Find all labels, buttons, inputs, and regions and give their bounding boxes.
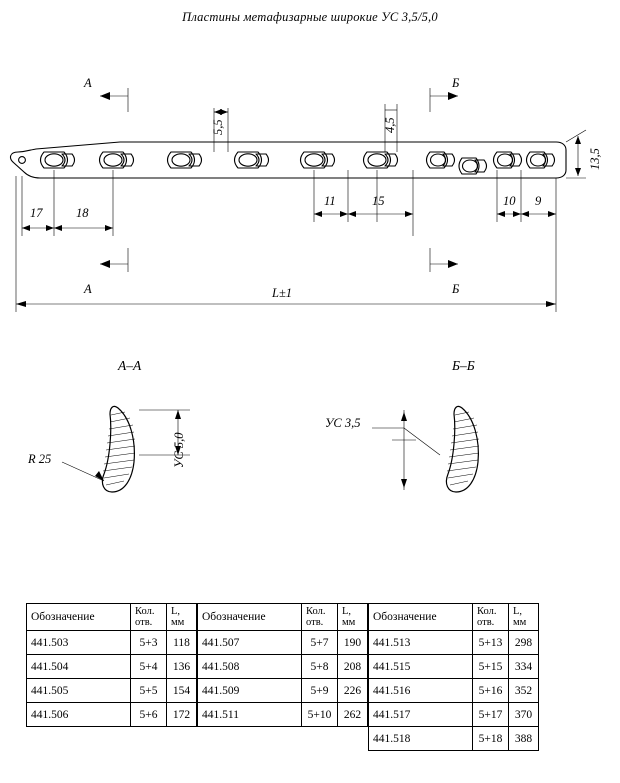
table-row: [369, 727, 539, 751]
col-holes: [131, 604, 167, 631]
cell-holes: 5+8: [302, 655, 338, 679]
cell-designation: 441.505: [27, 679, 131, 703]
col-holes-line2: отв.: [135, 617, 153, 629]
col-length-line1: L,: [342, 606, 352, 617]
dim-13-5: 13,5: [588, 148, 602, 170]
cell-designation: 441.511: [198, 703, 302, 727]
cell-holes: 5+10: [302, 703, 338, 727]
page-title: Пластины метафизарные широкие УС 3,5/5,0: [182, 10, 438, 24]
col-holes-line1: Кол.: [306, 606, 326, 617]
cell-length: 298: [509, 631, 539, 655]
col-designation: Обозначение: [27, 604, 131, 631]
section-mark-a-bottom: А: [84, 282, 92, 296]
table-row: [369, 679, 539, 703]
cell-designation: 441.513: [369, 631, 473, 655]
dim-15: 15: [372, 194, 385, 208]
cell-length: 172: [167, 703, 197, 727]
cell-length: 118: [167, 631, 197, 655]
cell-length: 334: [509, 655, 539, 679]
cell-length: 190: [338, 631, 368, 655]
cell-holes: 5+16: [473, 679, 509, 703]
table-row: [27, 703, 197, 727]
table-header-row: [369, 604, 539, 631]
section-b-b: [372, 406, 479, 492]
cell-holes: 5+4: [131, 655, 167, 679]
us-50-label: УС 5,0: [172, 432, 186, 468]
table-row: [198, 679, 368, 703]
cell-length: 388: [509, 727, 539, 751]
dim-17: 17: [30, 206, 43, 220]
spec-tables: [26, 603, 539, 751]
dim-10: 10: [503, 194, 516, 208]
cell-holes: 5+9: [302, 679, 338, 703]
dim-18: 18: [76, 206, 89, 220]
table-row: [198, 631, 368, 655]
view-label-a-a: А–А: [118, 358, 142, 373]
cell-holes: 5+3: [131, 631, 167, 655]
col-holes-line1: Кол.: [477, 606, 497, 617]
us-35-label: УС 3,5: [325, 416, 361, 430]
dim-9: 9: [535, 194, 542, 208]
table-header-row: [27, 604, 197, 631]
dim-11: 11: [324, 194, 336, 208]
table-row: [369, 655, 539, 679]
dim-5-5: 5,5: [211, 119, 225, 135]
cell-length: 370: [509, 703, 539, 727]
cell-designation: 441.516: [369, 679, 473, 703]
cell-holes: 5+5: [131, 679, 167, 703]
col-length-line1: L,: [513, 606, 523, 617]
cell-holes: 5+17: [473, 703, 509, 727]
cell-designation: 441.508: [198, 655, 302, 679]
cell-length: 154: [167, 679, 197, 703]
col-holes-line2: отв.: [477, 617, 495, 629]
col-length: [338, 604, 368, 631]
col-holes-line1: Кол.: [135, 606, 155, 617]
cell-designation: 441.509: [198, 679, 302, 703]
cell-designation: 441.506: [27, 703, 131, 727]
table-row: [27, 679, 197, 703]
view-label-b-b: Б–Б: [452, 358, 475, 373]
radius-label: R 25: [28, 452, 52, 466]
col-length-line1: L,: [171, 606, 181, 617]
col-length-line2: мм: [342, 617, 356, 629]
cell-length: 352: [509, 679, 539, 703]
cell-designation: 441.518: [369, 727, 473, 751]
dim-4-5: 4,5: [383, 117, 397, 133]
cell-holes: 5+15: [473, 655, 509, 679]
cell-designation: 441.517: [369, 703, 473, 727]
col-holes: [473, 604, 509, 631]
col-length: [509, 604, 539, 631]
dim-overall-length: L±1: [272, 286, 293, 300]
table-row: [369, 703, 539, 727]
cell-length: 226: [338, 679, 368, 703]
table-row: [198, 655, 368, 679]
section-mark-a-top: А: [84, 76, 92, 90]
cell-holes: 5+6: [131, 703, 167, 727]
table-row: [27, 631, 197, 655]
table-row: [198, 703, 368, 727]
cell-length: 262: [338, 703, 368, 727]
col-holes: [302, 604, 338, 631]
cell-designation: 441.504: [27, 655, 131, 679]
col-designation: Обозначение: [198, 604, 302, 631]
col-holes-line2: отв.: [306, 617, 324, 629]
cell-holes: 5+7: [302, 631, 338, 655]
cell-holes: 5+18: [473, 727, 509, 751]
section-a-a: [62, 406, 190, 492]
cell-length: 208: [338, 655, 368, 679]
table-row: [27, 655, 197, 679]
cell-holes: 5+13: [473, 631, 509, 655]
col-length-line2: мм: [513, 617, 527, 629]
spec-table-2: [197, 603, 368, 727]
cell-length: 136: [167, 655, 197, 679]
table-row: [369, 631, 539, 655]
cell-designation: 441.515: [369, 655, 473, 679]
spec-table-1: [26, 603, 197, 727]
section-mark-b-top: Б: [452, 76, 460, 90]
col-length-line2: мм: [171, 617, 185, 629]
col-length: [167, 604, 197, 631]
table-header-row: [198, 604, 368, 631]
cell-designation: 441.503: [27, 631, 131, 655]
spec-table-3: [368, 603, 539, 751]
cell-designation: 441.507: [198, 631, 302, 655]
section-mark-b-bottom: Б: [452, 282, 460, 296]
col-designation: Обозначение: [369, 604, 473, 631]
